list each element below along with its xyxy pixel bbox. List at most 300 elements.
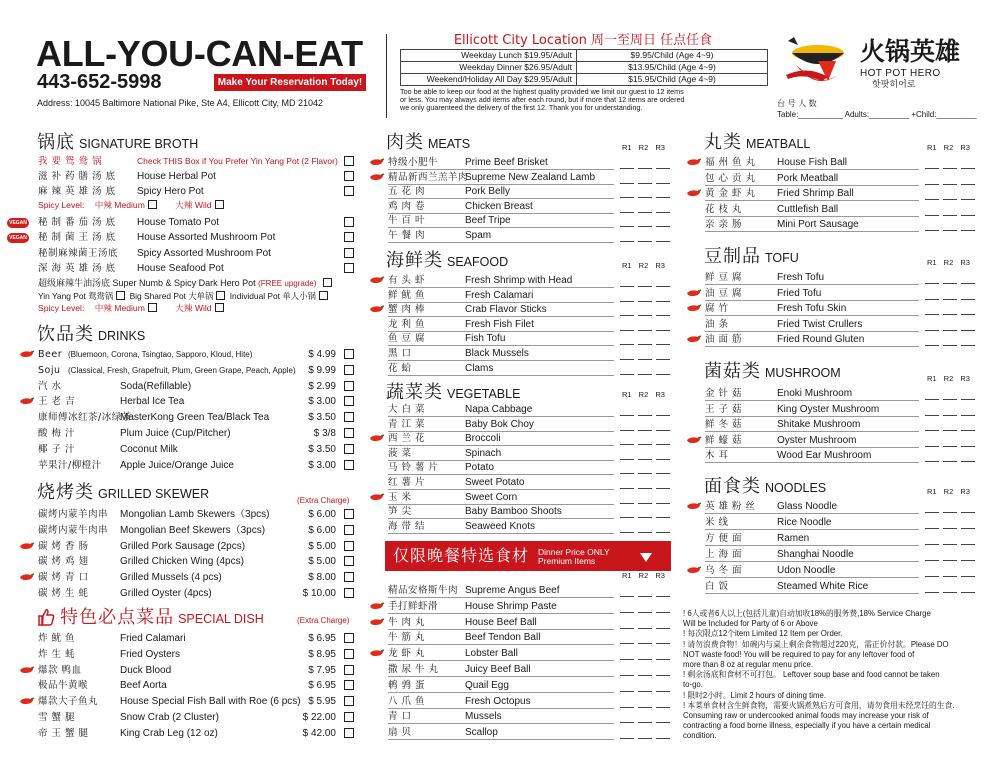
item-checkbox[interactable] [344,541,354,551]
menu-item-row[interactable] [388,694,672,709]
item-name-cn: 英 雄 粉 丝 [705,501,756,512]
item-checkbox[interactable] [344,525,354,535]
spicy-medium-checkbox[interactable] [148,303,157,312]
item-name-cn: 蟹 肉 棒 [388,304,426,316]
section-title-en: SPECIAL DISH [178,612,264,626]
dinner-only-en1: Dinner Price ONLY [538,547,610,557]
item-underline [705,545,919,546]
round-count-fields[interactable] [925,544,975,545]
item-name-cn: 汽 水 [38,380,62,392]
item-name-cn: 五 花 肉 [388,186,426,198]
menu-item-row[interactable] [38,154,358,169]
item-name-en: Fried Calamari [120,633,186,644]
menu-item-row[interactable] [388,599,672,614]
menu-item-row[interactable] [38,539,358,554]
item-price: $ 5.00 [308,556,336,568]
item-name-en: Fried Shrimp Ball [777,188,854,200]
menu-item-row[interactable] [388,678,672,693]
menu-item-row[interactable] [388,155,672,170]
menu-item-row[interactable] [388,361,672,376]
item-name-en: House Tomato Pot [137,217,220,228]
chili-pepper-icon [686,189,702,197]
menu-item-row[interactable] [388,273,672,288]
pot-type-row [38,290,330,302]
hot-pot-logo-icon [778,35,856,93]
menu-item-row[interactable] [38,394,358,409]
chili-pepper-icon [19,542,35,550]
round-count-fields[interactable] [925,560,975,561]
price-child: $15.95/Child (Age 4~9) [577,74,768,86]
item-price: $ 3.50 [308,412,336,424]
round-count-fields[interactable] [925,446,975,447]
menu-item-row[interactable] [38,426,358,441]
item-name-en: King Crab Leg (12 oz) [120,727,218,739]
item-name-cn: 鱼 豆 腐 [388,333,426,345]
item-name-cn: 白 饭 [705,580,729,592]
item-name-cn: 油 豆 腐 [705,287,743,299]
section-skewer [37,482,350,505]
item-name-cn: 碳 烤 香 肠 [38,540,89,552]
menu-item-row[interactable] [388,184,672,199]
section-title-en: VEGETABLE [447,387,521,401]
menu-item-row[interactable] [705,386,977,401]
item-checkbox[interactable] [344,365,354,375]
item-name-en: Sweet Potato [465,477,525,488]
item-underline [705,346,919,347]
item-name-en: Herbal Ice Tea [120,396,185,408]
round-count-fields[interactable] [620,241,670,242]
policy-line: or less. You may always add items after each round, but if more that 12 items are ordered [400,95,685,105]
round-count-fields[interactable] [925,230,975,231]
section-vegetable [386,383,520,403]
superhero-checkbox[interactable] [323,278,332,287]
round-count-fields[interactable] [925,168,975,169]
item-name-cn: 手打鲜虾滑 [388,600,439,612]
item-checkbox[interactable] [344,248,354,258]
round-count-fields[interactable] [925,461,975,462]
menu-item-row[interactable] [388,170,672,185]
menu-item-row[interactable] [388,317,672,332]
item-name-cn: 金 针 菇 [705,388,743,399]
item-name-cn: 亲 亲 肠 [705,219,743,231]
round-count-fields[interactable] [620,659,670,660]
round-count-fields[interactable] [620,628,670,629]
menu-item-row[interactable] [38,169,358,184]
item-name-en: Duck Blood [120,664,172,676]
item-limit-policy [400,88,768,113]
item-name-cn: 玉 米 [388,491,412,503]
menu-item-row[interactable] [38,184,358,199]
menu-item-row[interactable] [388,630,672,645]
menu-item-row[interactable] [38,663,358,678]
item-checkbox[interactable] [344,460,354,470]
item-underline [388,533,614,534]
item-name-en: Juicy Beef Ball [465,664,531,675]
page-title: ALL-YOU-CAN-EAT [36,33,363,74]
item-checkbox[interactable] [344,696,354,706]
menu-item-row[interactable] [705,402,977,417]
item-name-cn: 牛 百 叶 [388,215,426,227]
round-count-fields[interactable] [925,576,975,577]
menu-item-row[interactable] [388,431,672,446]
pot-individual-checkbox[interactable] [319,291,328,300]
item-name-cn: 爆款 鸭血 [38,664,82,676]
item-name-cn: 方 便 面 [705,532,743,544]
menu-item-row[interactable] [388,504,672,519]
item-checkbox[interactable] [344,217,354,227]
spicy-wild-checkbox[interactable] [215,303,224,312]
section-title-en: MEATBALL [746,137,811,151]
pot-shared-label: Big Shared Pot 大单锅 [129,291,214,301]
item-name-en: House Assorted Mushroom Pot [137,232,276,244]
item-checkbox[interactable] [344,428,354,438]
item-name-en: Snow Crab (2 Cluster) [120,712,219,723]
menu-item-row[interactable] [38,261,358,276]
menu-item-row[interactable] [38,570,358,585]
item-name-en: Sweet Corn [465,491,518,503]
menu-item-row[interactable] [705,171,977,186]
item-price: $ 3.00 [308,459,336,471]
item-name-cn: 木 耳 [705,450,729,462]
round-count-fields[interactable] [620,738,670,739]
superhero-cn: 超级麻辣牛油汤底 [38,278,111,288]
item-name-en: Napa Cabbage [465,404,533,415]
item-name-en: Grilled Chicken Wing (4pcs) [120,556,244,568]
item-name-cn: 龙 利 鱼 [388,318,426,330]
item-name-en: Cuttlefish Ball [777,203,839,215]
item-name-en: Spinach [465,447,502,459]
item-name-en: Shanghai Noodle [777,548,854,560]
item-checkbox[interactable] [344,263,354,273]
menu-item-row[interactable] [705,301,977,316]
menu-item-row[interactable] [388,446,672,461]
section-seafood [386,251,508,271]
item-name-en: Beef Aorta [120,680,167,692]
item-checkbox[interactable] [344,381,354,391]
menu-item-row[interactable] [705,433,977,448]
menu-item-row[interactable] [38,586,358,601]
pot-yinyang-checkbox[interactable] [116,291,125,300]
round-count-fields[interactable] [620,643,670,644]
item-name-cn: 炸 生 蚝 [38,648,76,660]
item-checkbox[interactable] [344,412,354,422]
round-count-fields[interactable] [925,215,975,216]
item-checkbox[interactable] [344,232,354,242]
spicy-label: Spicy Level: [38,303,85,313]
menu-item-row[interactable] [38,442,358,457]
chili-pepper-icon [686,566,702,574]
item-checkbox[interactable] [344,509,354,519]
round-count-fields[interactable] [925,592,975,593]
dinner-only-banner[interactable] [385,541,671,571]
round-count-fields[interactable] [925,415,975,416]
note-line: ! 每次限点12个item Limited 12 Item per Order. [683,629,843,639]
menu-item-row[interactable] [705,332,977,347]
item-name-cn: 王 老 吉 [38,396,76,408]
extra-charge-note: (Extra Charge) [297,616,350,625]
round-count-fields[interactable] [925,299,975,300]
item-name-cn: 深 海 英 雄 汤 底 [38,262,116,274]
menu-item-row[interactable] [705,515,977,530]
menu-item-row[interactable] [38,726,358,741]
item-name-en: Enoki Mushroom [777,388,853,399]
item-name-cn: 爆款大子鱼丸 [38,696,99,708]
section-drinks [37,325,145,345]
menu-item-row[interactable] [388,519,672,534]
menu-item-row[interactable] [38,710,358,725]
item-checkbox[interactable] [344,171,354,181]
menu-item-row[interactable] [38,631,358,646]
menu-item-row[interactable] [705,499,977,514]
menu-item-row[interactable] [388,213,672,228]
menu-item-row[interactable] [388,646,672,661]
item-name-en: Pork Belly [465,186,511,198]
item-name-en: Fresh Calamari [465,289,534,301]
menu-item-row[interactable] [705,186,977,201]
item-checkbox[interactable] [344,396,354,406]
item-name-en: Wood Ear Mushroom [777,450,872,462]
note-line: more than 8 oz at regular menu price. [683,660,814,670]
menu-item-row[interactable] [38,458,358,473]
item-checkbox[interactable] [344,665,354,675]
menu-item-row[interactable] [705,448,977,463]
menu-item-row[interactable] [38,410,358,425]
round-count-fields[interactable] [925,314,975,315]
chili-pepper-icon [686,436,702,444]
menu-item-row[interactable] [38,554,358,569]
round-count-fields[interactable] [925,528,975,529]
menu-item-row[interactable] [388,615,672,630]
menu-item-row[interactable] [9,230,358,245]
item-price: $ 6.95 [308,680,336,692]
section-noodles [704,477,826,497]
menu-item-row[interactable] [38,363,358,378]
item-checkbox[interactable] [344,444,354,454]
item-name-cn: 极品牛黄喉 [38,680,89,692]
spicy-medium-checkbox[interactable] [148,200,157,209]
item-name-cn: 帝 王 蟹 腿 [38,727,89,739]
item-underline [705,593,919,594]
menu-item-row[interactable] [9,215,358,230]
round-count-fields[interactable] [620,612,670,613]
menu-item-row[interactable] [388,402,672,417]
chili-pepper-icon [686,304,702,312]
item-name-cn: 碳 烤 鸡 翅 [38,556,89,568]
chili-pepper-icon [369,276,385,284]
menu-item-row[interactable] [38,694,358,709]
item-name-en: Chicken Breast [465,200,533,212]
round-count-fields[interactable] [925,330,975,331]
menu-item-row[interactable] [705,417,977,432]
round-labels: R1 R2 R3 [927,143,970,152]
menu-item-row[interactable] [388,709,672,724]
dining-notes [683,609,979,742]
item-checkbox[interactable] [344,633,354,643]
menu-item-row[interactable] [38,347,358,362]
phone-number[interactable]: 443-652-5998 [37,71,162,93]
chili-pepper-icon [686,289,702,297]
chili-pepper-icon [369,618,385,626]
menu-item-row[interactable] [388,475,672,490]
section-title-en: MUSHROOM [765,366,841,380]
item-checkbox[interactable] [344,649,354,659]
round-count-fields[interactable] [620,691,670,692]
item-name-en: Broccoli [465,433,501,445]
item-name-en: Fresh Tofu [777,272,825,283]
round-labels: R1 R2 R3 [622,571,665,580]
menu-item-row[interactable] [388,460,672,475]
round-labels: R1 R2 R3 [622,143,665,152]
item-name-cn: 米 线 [705,516,729,528]
price-child: $9.95/Child (Age 4~9) [577,50,768,62]
round-count-fields[interactable] [620,722,670,723]
round-count-fields[interactable] [925,184,975,185]
item-name-en: Check THIS Box if You Prefer Yin Yang Pot (2 Flavor) [137,156,338,166]
menu-item-row[interactable] [388,417,672,432]
menu-item-row[interactable] [388,346,672,361]
note-line: ! 限时2小时。Limit 2 hours of dining time. [683,690,826,700]
section-tofu [704,247,799,267]
menu-item-row[interactable] [705,202,977,217]
brand-name-en: HOT POT HERO [860,68,941,79]
menu-item-row[interactable] [38,379,358,394]
menu-item-row[interactable] [38,507,358,522]
menu-item-row[interactable] [705,270,977,285]
item-name-cn: 青 江 菜 [388,418,426,430]
item-underline [388,242,614,243]
triangle-down-icon [640,553,652,562]
note-line: ! 剩余汤底和食材不可打包。 Leftover soup base and food cannot be taken [683,670,940,680]
round-count-fields[interactable] [620,596,670,597]
item-name-cn: 炸 鱿 鱼 [38,633,76,644]
address: Address: 10045 Baltimore National Pike, Ste A4, Ellicott City, MD 21042 [37,98,323,108]
item-name-cn: 花 枝 丸 [705,203,743,215]
item-checkbox[interactable] [344,572,354,582]
item-name-cn: 有 头 虾 [388,275,426,286]
menu-item-row[interactable] [38,523,358,538]
menu-item-row[interactable] [705,317,977,332]
note-line: Consuming raw or undercooked animal foods may increase your risk of [683,711,929,721]
menu-item-row[interactable] [388,490,672,505]
item-underline [705,513,919,514]
menu-item-row[interactable] [388,331,672,346]
menu-item-row[interactable] [388,288,672,303]
menu-item-row[interactable] [388,662,672,677]
menu-item-row[interactable] [705,547,977,562]
menu-item-row[interactable] [388,228,672,243]
item-name-cn: 精品新西兰羔羊肉 [388,171,469,183]
item-name-cn: Soju [38,364,61,376]
menu-item-row[interactable] [388,583,672,598]
reservation-banner[interactable]: Make Your Reservation Today! [214,74,366,91]
table-adult-child-fields[interactable]: Table:__________ Adults:_________ +Child:_________ [777,110,977,119]
section-title-cn: 丸类 [704,132,742,153]
item-price: $ 22.00 [302,712,336,723]
round-count-fields[interactable] [925,345,975,346]
round-count-fields[interactable] [925,512,975,513]
item-checkbox[interactable] [344,680,354,690]
round-count-fields[interactable] [925,283,975,284]
item-name-en: Fried Round Gluten [777,334,865,346]
chili-pepper-icon [19,573,35,581]
item-name-cn: 马 铃 薯 片 [388,462,439,474]
menu-item-row[interactable] [388,199,672,214]
round-count-fields[interactable] [620,374,670,375]
menu-item-row[interactable] [705,563,977,578]
item-checkbox[interactable] [344,156,354,166]
round-count-fields[interactable] [925,199,975,200]
item-name-en: Plum Juice (Cup/Pitcher) [120,428,231,439]
item-price: $ 10.00 [302,588,336,599]
item-underline [705,529,919,530]
section-mushroom [704,362,841,382]
price-adult: Weekday Dinner $26.95/Adult [401,62,577,74]
item-name-en: Baby Bamboo Shoots [465,506,562,518]
chili-pepper-icon [686,158,702,166]
pot-shared-checkbox[interactable] [216,291,225,300]
superhero-en: Super Numb & Spicy Dark Hero Pot [112,278,256,288]
round-count-fields[interactable] [925,430,975,431]
item-name-en: Fresh Tofu Skin [777,303,847,315]
spicy-wild-checkbox[interactable] [215,200,224,209]
item-name-en: Seaweed Knots [465,520,536,532]
item-name-cn: 西 兰 花 [388,433,426,445]
note-line: contracting a food borne illness, especially if you have a certain medical [683,721,931,731]
item-name-en: Fried Tofu [777,287,822,299]
item-checkbox[interactable] [344,728,354,738]
menu-item-row[interactable] [38,246,358,261]
menu-item-row[interactable] [38,647,358,662]
item-checkbox[interactable] [344,588,354,598]
section-title-en: MEATS [428,137,471,151]
thumbs-up-icon [37,608,55,626]
item-name-en: Glass Noodle [777,501,838,512]
round-count-fields[interactable] [925,399,975,400]
dinner-only-title-cn: 仅限晚餐特选食材 [393,546,530,565]
round-count-fields[interactable] [620,675,670,676]
item-name-en: Lobster Ball [465,648,518,660]
item-name-en: Baby Bok Choy [465,418,534,430]
spicy-medium-label: 中辣 Medium [94,200,145,210]
round-count-fields[interactable] [620,532,670,533]
item-name-cn: 油 面 筋 [705,334,743,346]
item-checkbox[interactable] [344,186,354,196]
item-name-en: Fish Tofu [465,333,506,345]
item-name-en: Fresh Fish Filet [465,318,534,330]
item-checkbox[interactable] [344,556,354,566]
menu-item-row[interactable] [388,302,672,317]
item-name-en: House Fish Ball [777,157,848,168]
note-line: ! 本菜单食材含生鲜食物，需要火锅煮熟后方可食用，请勿食用未经烹饪的生食. [683,700,955,710]
section-meats [386,133,470,153]
section-title-en: TOFU [765,251,799,265]
item-underline [705,462,919,463]
item-checkbox[interactable] [344,712,354,722]
menu-item-row[interactable] [705,217,977,232]
menu-item-row[interactable] [705,155,977,170]
menu-item-row[interactable] [705,531,977,546]
note-line: NOT waste food! You will be required to pay for any leftover food of [683,649,915,659]
item-name-cn: 龙 虾 丸 [388,648,426,660]
item-price: $ 6.00 [308,509,336,520]
menu-item-row[interactable] [705,286,977,301]
round-labels: R1 R2 R3 [622,390,665,399]
item-checkbox[interactable] [344,349,354,359]
menu-item-row[interactable] [388,725,672,740]
menu-item-row[interactable] [705,579,977,594]
round-count-fields[interactable] [620,707,670,708]
menu-item-row[interactable] [38,678,358,693]
